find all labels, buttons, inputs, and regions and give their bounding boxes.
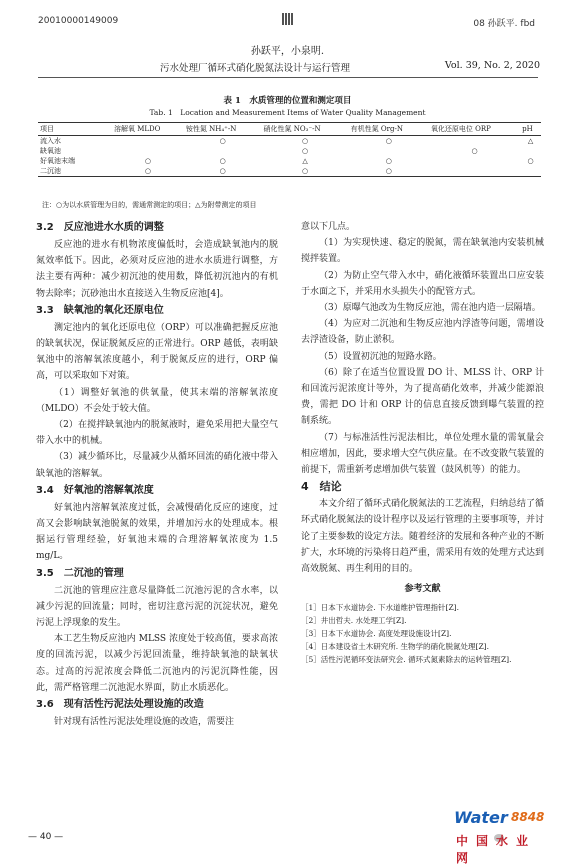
- table-cell: ○: [302, 147, 309, 155]
- table-cell: ○: [385, 137, 392, 145]
- table-cell: [184, 146, 262, 156]
- table-cell: ○: [219, 137, 226, 145]
- table-cell: ○: [302, 137, 309, 145]
- paragraph: 好氧池内溶解氧浓度过低，会减慢硝化反应的速度，过高又会影响缺氧池脱氮的效果，并增加污水的处理成本。根据运行管理经验，好氧池末端的合理溶解氧浓度为 1.5 mg/L。: [36, 502, 278, 562]
- table-cell: [429, 136, 520, 147]
- section-heading: 3.4 好氧池的溶解氧浓度: [36, 484, 154, 496]
- table-cell: ○: [527, 157, 534, 165]
- paragraph: 意以下几点。: [301, 222, 356, 232]
- table-cell: ○: [471, 147, 478, 155]
- water-quality-table: [38, 122, 541, 177]
- table-row: [38, 156, 541, 166]
- table-cell: 二沉池: [38, 166, 112, 177]
- references-heading: 参考文献: [404, 584, 441, 595]
- table-note: 注：○为以水质管理为目的，需通常测定的项目；△为附带测定的项目: [42, 201, 257, 209]
- watermark-word: Water: [454, 808, 508, 827]
- paragraph: 二沉池的管理应注意尽量降低二沉池污泥的含水率，以减少污泥的回流量；同时，密切注意污泥的沉淀状况，避免污泥上浮现象的发生。: [36, 585, 278, 629]
- table-cell: ○: [262, 166, 349, 177]
- paragraph: （2）在搅拌缺氧池内的脱氮液时，避免采用把大量空气带入水中的机械。: [36, 420, 278, 447]
- table-cell: [112, 146, 184, 156]
- paragraph: （3）减少循环比，尽量减少从循环回流的硝化液中带入缺氧池的溶解氧。: [36, 452, 278, 479]
- table-cell: ○: [219, 157, 226, 165]
- paragraph: 本工艺生物反应池内 MLSS 浓度处于较高值，要求高浓度的回流污泥，以减少污泥回流量，维持缺氧池的缺氧状态。过高的污泥浓度会降低二沉池内的污泥沉降性能，因此，需严格管理二沉池泥水界面，防止水质恶化。: [36, 634, 278, 693]
- section-heading: 3.5 二沉池的管理: [36, 567, 124, 579]
- col-header: 有机性氮 Org-N: [349, 123, 429, 136]
- table-cell: [520, 146, 541, 156]
- table-cell: △: [527, 137, 534, 145]
- section-heading: 3.6 现有活性污泥法处理设施的改造: [36, 699, 204, 711]
- paragraph: （6）除了在适当位置设置 DO 计、MLSS 计、ORP 计和回流污泥浓度计等外，为了提高硝化效率，并减少能源浪费，需把 DO 计和 ORP 计的信息直接反馈到曝气装置的控制系统。: [301, 367, 544, 427]
- table-cell: ○: [112, 166, 184, 177]
- reference-item: ［2］井出哲夫. 水处理工学[Z].: [301, 616, 407, 626]
- header-rule: [38, 77, 538, 78]
- paragraph: （3）原曝气池改为生物反应池，需在池内造一层隔墙。: [319, 303, 541, 314]
- paragraph: （4）为应对二沉池和生物反应池内浮渣等问题，需增设去浮渣设备，防止淤积。: [301, 319, 544, 346]
- col-header: pH: [520, 123, 541, 136]
- section-heading: 4 结论: [301, 480, 342, 494]
- running-title: 污水处理厂循环式硝化脱氮法设计与运行管理: [160, 63, 351, 74]
- paragraph: 针对现有活性污泥法处理设施的改造，需要注: [54, 717, 235, 728]
- table-cell: ○: [385, 157, 392, 165]
- col-header: 溶解氧 MLDO: [112, 123, 184, 136]
- file-name: 08 孙跃平. fbd: [473, 19, 535, 29]
- paragraph: 本文介绍了循环式硝化脱氮法的工艺流程，归纳总结了循环式硝化脱氮法的设计程序以及运行管理的主要事项等，并讨论了主要参数的设定方法。随着经济的发展和各种产业的不断扩大，水环境的污染将日趋严重，需采用有效的处理方式达到高效脱氮、再生利用的目的。: [301, 499, 545, 575]
- paragraph: （1）调整好氧池的供氧量，使其末端的溶解氧浓度（MLDO）不会处于较大值。: [36, 387, 278, 414]
- table-cell: ○: [184, 166, 262, 177]
- table-cell: [520, 166, 541, 177]
- page-number: — 40 —: [28, 832, 64, 842]
- table-cell: [429, 166, 520, 177]
- table-cell: [349, 146, 429, 156]
- reference-item: ［1］日本下水道协会. 下水道维护管理指针[Z].: [301, 603, 459, 613]
- col-header: 氧化还原电位 ORP: [429, 123, 520, 136]
- paragraph: （1）为实现快速、稳定的脱氮，需在缺氧池内安装机械搅拌装置。: [301, 238, 544, 265]
- paragraph: （5）设置初沉池的短路水路。: [319, 351, 442, 362]
- paragraph: 测定池内的氧化还原电位（ORP）可以准确把握反应池的缺氧状况，保证脱氮反应的正常进行。ORP 越低，表明缺氧池中的溶解氧浓度越小，利于脱氮反应的进行，ORP 偏高，可以采取如下对策。: [36, 322, 278, 382]
- qr-code-icon: [282, 13, 294, 25]
- col-header: 项目: [38, 123, 112, 136]
- paragraph: 反应池的进水有机物浓度偏低时，会造成缺氧池内的脱氮效率低下。因此，必须对反应池的进水水质进行调整，方法主要有两种：减少初沉池的使用数，降低初沉池内的有机物去除率；沉砂池出水直接送入生物反应池[4]。: [36, 240, 278, 299]
- table-cell: [429, 156, 520, 166]
- watermark-number: 8848: [511, 810, 545, 824]
- authors: 孙跃平，小泉明.: [250, 46, 325, 57]
- left-column: [36, 219, 278, 730]
- reference-item: ［4］日本建设省土木研究所. 生物学的硝化脱氮处理[Z].: [301, 642, 489, 652]
- table-caption-en: Tab. 1 Location and Measurement Items of Water Quality Management: [149, 108, 426, 117]
- table-caption-cn: 表 1 水质管理的位置和测定项目: [223, 96, 352, 106]
- section-heading: 3.3 缺氧池的氧化还原电位: [36, 304, 164, 316]
- col-header: 铵性氮 NH₄⁺-N: [184, 123, 262, 136]
- paragraph: （7）与标准活性污泥法相比，单位处理水量的需氧量会相应增加，因此，要求增大空气供应量。在不改变散气装置的前提下，需重新考虑增加供气装置（鼓风机等）的能力。: [301, 432, 545, 476]
- watermark-logo: [454, 808, 554, 865]
- watermark-site: 中国水业网: [456, 834, 537, 865]
- table-row: [38, 146, 541, 156]
- table-cell: △: [302, 157, 308, 165]
- paragraph: （2）为防止空气带入水中，硝化液循环装置出口应安装于水面之下，并采用水头损失小的配管方式。: [301, 270, 544, 297]
- table-cell: 缺氧池: [40, 147, 61, 155]
- file-id: 20010000149009: [38, 16, 119, 26]
- table-cell: 好氧池末端: [40, 157, 75, 165]
- table-header-row: [38, 123, 541, 136]
- right-column: [301, 219, 544, 666]
- section-heading: 3.2 反应池进水水质的调整: [36, 222, 164, 233]
- table-cell: ○: [144, 157, 151, 165]
- table-row: [38, 136, 541, 147]
- table-cell: [112, 136, 184, 147]
- reference-item: ［3］日本下水道协会. 高度处理设施设计[Z].: [301, 629, 452, 639]
- table-cell: 流入水: [40, 137, 61, 145]
- table-cell: ○: [349, 166, 429, 177]
- volume-info: Vol. 39, No. 2, 2020: [444, 60, 540, 71]
- col-header: 硝化性氮 NO₃⁻-N: [262, 123, 349, 136]
- table-row: [38, 166, 541, 177]
- reference-item: ［5］活性污泥循环变法研究会. 循环式氮素除去的运转管理[Z].: [301, 655, 512, 665]
